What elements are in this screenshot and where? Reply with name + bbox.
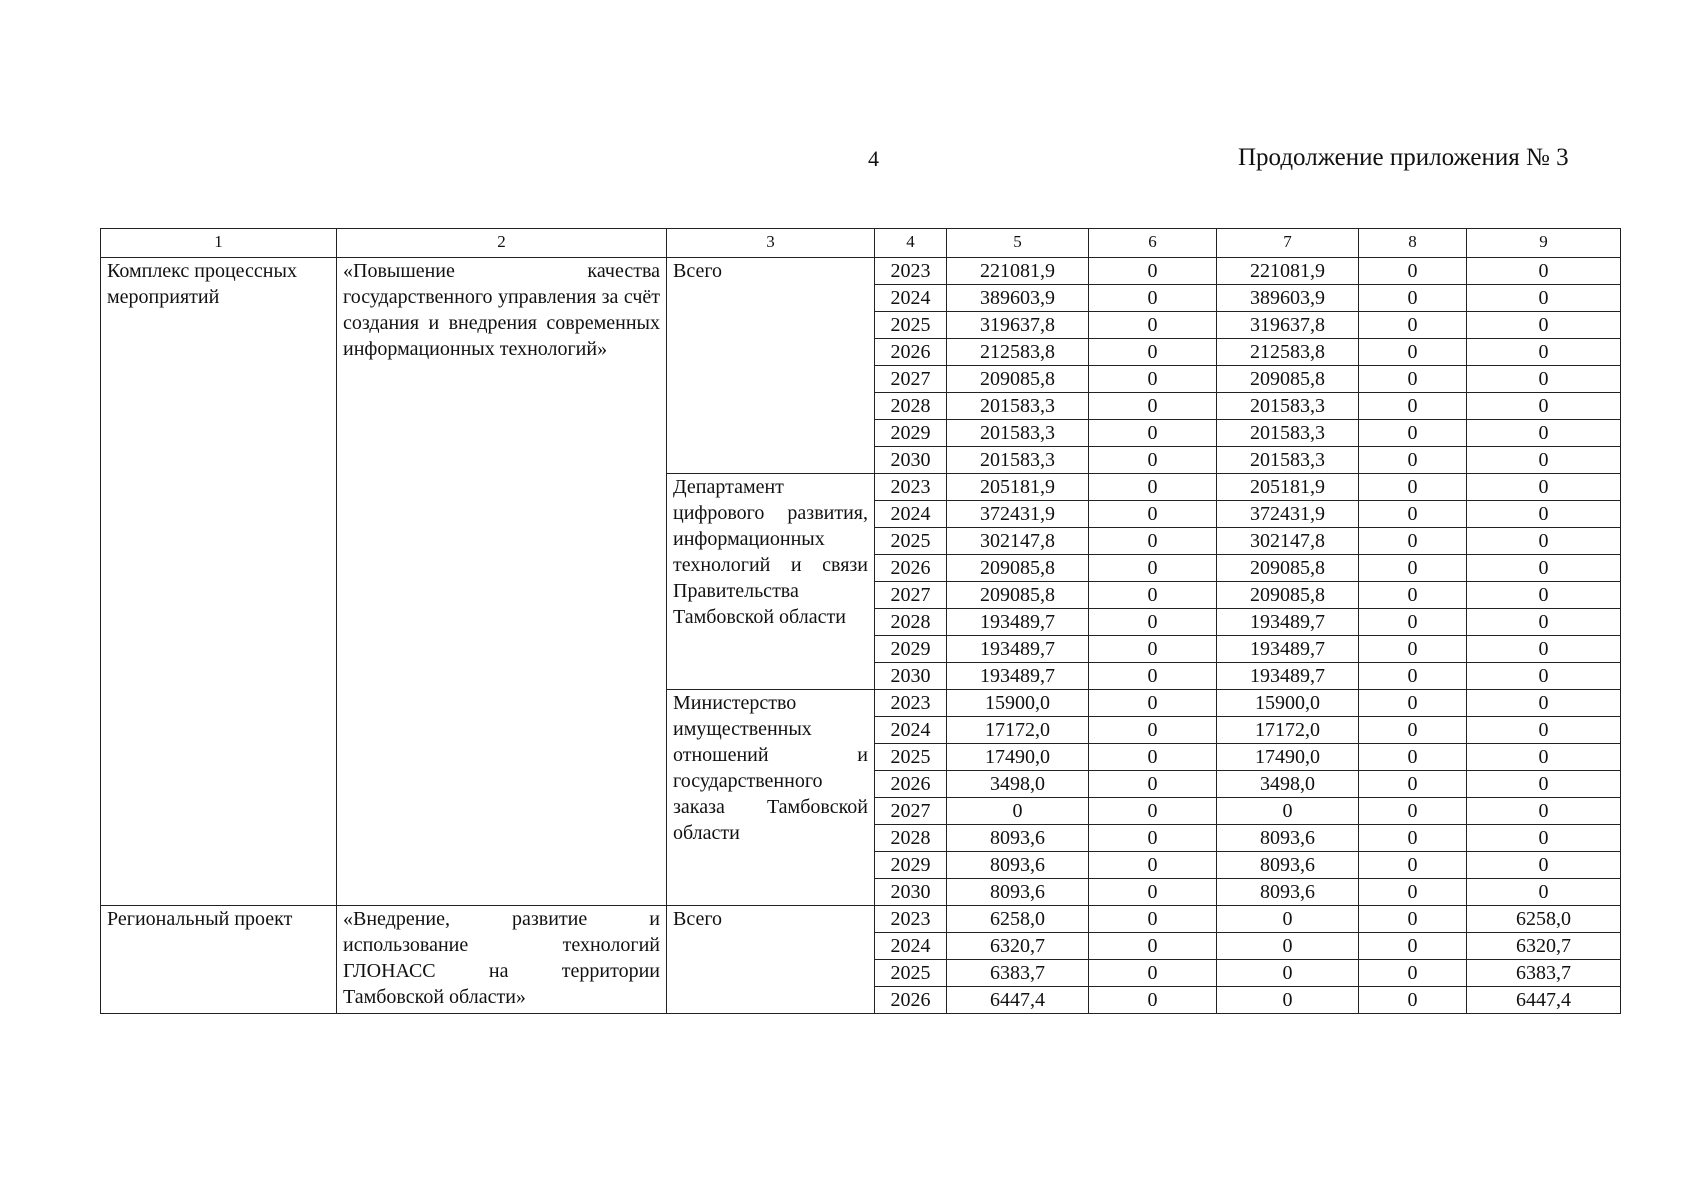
year-cell: 2023 xyxy=(875,690,947,717)
column-header: 4 xyxy=(875,229,947,258)
amount-cell: 0 xyxy=(1089,636,1217,663)
amount-cell: 201583,3 xyxy=(1217,447,1359,474)
year-cell: 2029 xyxy=(875,420,947,447)
amount-cell: 0 xyxy=(1089,771,1217,798)
amount-cell: 0 xyxy=(1359,717,1467,744)
amount-cell: 0 xyxy=(1089,825,1217,852)
year-cell: 2024 xyxy=(875,717,947,744)
activity-type-cell: Региональный проект xyxy=(101,906,337,1014)
amount-cell: 6383,7 xyxy=(1467,960,1621,987)
year-cell: 2023 xyxy=(875,474,947,501)
amount-cell: 0 xyxy=(1089,312,1217,339)
executor-cell: Всего xyxy=(667,906,875,1014)
amount-cell: 0 xyxy=(1359,771,1467,798)
amount-cell: 0 xyxy=(1089,744,1217,771)
amount-cell: 0 xyxy=(1089,987,1217,1014)
amount-cell: 0 xyxy=(1089,960,1217,987)
amount-cell: 0 xyxy=(1089,717,1217,744)
amount-cell: 0 xyxy=(1467,312,1621,339)
amount-cell: 0 xyxy=(1359,312,1467,339)
amount-cell: 0 xyxy=(1467,609,1621,636)
amount-cell: 0 xyxy=(1359,663,1467,690)
amount-cell: 0 xyxy=(1359,285,1467,312)
appendix-title: Продолжение приложения № 3 xyxy=(1238,144,1569,171)
amount-cell: 0 xyxy=(1089,906,1217,933)
amount-cell: 8093,6 xyxy=(1217,879,1359,906)
amount-cell: 0 xyxy=(1359,987,1467,1014)
amount-cell: 0 xyxy=(1467,258,1621,285)
amount-cell: 201583,3 xyxy=(1217,393,1359,420)
year-cell: 2029 xyxy=(875,636,947,663)
amount-cell: 0 xyxy=(1467,663,1621,690)
amount-cell: 193489,7 xyxy=(1217,663,1359,690)
amount-cell: 0 xyxy=(1089,663,1217,690)
amount-cell: 209085,8 xyxy=(1217,555,1359,582)
amount-cell: 6258,0 xyxy=(1467,906,1621,933)
amount-cell: 6383,7 xyxy=(947,960,1089,987)
amount-cell: 0 xyxy=(1467,582,1621,609)
amount-cell: 6320,7 xyxy=(1467,933,1621,960)
amount-cell: 0 xyxy=(1359,582,1467,609)
amount-cell: 0 xyxy=(1359,690,1467,717)
amount-cell: 0 xyxy=(1467,474,1621,501)
year-cell: 2026 xyxy=(875,555,947,582)
table-row xyxy=(101,906,1621,933)
amount-cell: 0 xyxy=(1359,933,1467,960)
year-cell: 2023 xyxy=(875,258,947,285)
amount-cell: 319637,8 xyxy=(947,312,1089,339)
amount-cell: 0 xyxy=(1359,744,1467,771)
amount-cell: 0 xyxy=(1359,528,1467,555)
amount-cell: 0 xyxy=(1089,420,1217,447)
amount-cell: 0 xyxy=(1467,852,1621,879)
amount-cell: 17172,0 xyxy=(1217,717,1359,744)
amount-cell: 0 xyxy=(1089,474,1217,501)
amount-cell: 6447,4 xyxy=(1467,987,1621,1014)
amount-cell: 372431,9 xyxy=(947,501,1089,528)
amount-cell: 201583,3 xyxy=(947,393,1089,420)
year-cell: 2025 xyxy=(875,312,947,339)
amount-cell: 209085,8 xyxy=(947,555,1089,582)
amount-cell: 0 xyxy=(1359,393,1467,420)
amount-cell: 0 xyxy=(1467,339,1621,366)
year-cell: 2027 xyxy=(875,798,947,825)
page-number: 4 xyxy=(868,146,879,171)
year-cell: 2026 xyxy=(875,987,947,1014)
amount-cell: 0 xyxy=(1359,906,1467,933)
amount-cell: 0 xyxy=(1089,528,1217,555)
table-header-row xyxy=(101,229,1621,258)
amount-cell: 0 xyxy=(1359,879,1467,906)
amount-cell: 0 xyxy=(1217,933,1359,960)
amount-cell: 0 xyxy=(1359,501,1467,528)
amount-cell: 0 xyxy=(1089,366,1217,393)
funding-table xyxy=(100,228,1621,1014)
year-cell: 2026 xyxy=(875,339,947,366)
amount-cell: 201583,3 xyxy=(947,420,1089,447)
year-cell: 2025 xyxy=(875,960,947,987)
amount-cell: 0 xyxy=(1467,798,1621,825)
amount-cell: 0 xyxy=(1467,771,1621,798)
amount-cell: 17490,0 xyxy=(947,744,1089,771)
amount-cell: 0 xyxy=(1359,609,1467,636)
amount-cell: 0 xyxy=(1467,447,1621,474)
amount-cell: 193489,7 xyxy=(947,609,1089,636)
amount-cell: 302147,8 xyxy=(947,528,1089,555)
amount-cell: 17172,0 xyxy=(947,717,1089,744)
column-header: 2 xyxy=(337,229,667,258)
amount-cell: 389603,9 xyxy=(1217,285,1359,312)
amount-cell: 0 xyxy=(1359,366,1467,393)
year-cell: 2027 xyxy=(875,582,947,609)
activity-name-cell: «Внедрение, развитие и использование технологий ГЛОНАСС на территории Тамбовской области» xyxy=(337,906,667,1014)
year-cell: 2026 xyxy=(875,771,947,798)
activity-type-cell: Комплекс процессных мероприятий xyxy=(101,258,337,906)
amount-cell: 0 xyxy=(1217,960,1359,987)
table-row xyxy=(101,258,1621,285)
amount-cell: 0 xyxy=(1467,393,1621,420)
executor-cell: Всего xyxy=(667,258,875,474)
amount-cell: 0 xyxy=(1359,258,1467,285)
amount-cell: 193489,7 xyxy=(1217,609,1359,636)
amount-cell: 6320,7 xyxy=(947,933,1089,960)
amount-cell: 209085,8 xyxy=(947,582,1089,609)
amount-cell: 209085,8 xyxy=(1217,582,1359,609)
amount-cell: 0 xyxy=(1089,258,1217,285)
amount-cell: 0 xyxy=(1089,798,1217,825)
amount-cell: 0 xyxy=(1359,852,1467,879)
amount-cell: 0 xyxy=(1089,879,1217,906)
year-cell: 2028 xyxy=(875,825,947,852)
amount-cell: 0 xyxy=(1467,744,1621,771)
amount-cell: 0 xyxy=(947,798,1089,825)
amount-cell: 8093,6 xyxy=(947,852,1089,879)
year-cell: 2025 xyxy=(875,528,947,555)
column-header: 8 xyxy=(1359,229,1467,258)
amount-cell: 0 xyxy=(1089,690,1217,717)
amount-cell: 0 xyxy=(1217,906,1359,933)
amount-cell: 302147,8 xyxy=(1217,528,1359,555)
amount-cell: 8093,6 xyxy=(947,879,1089,906)
activity-name-cell: «Повышение качества государственного управления за счёт создания и внедрения современных информационных технологий» xyxy=(337,258,667,906)
executor-cell: Министерство имущественных отношений и государственного заказа Тамбовской области xyxy=(667,690,875,906)
amount-cell: 205181,9 xyxy=(947,474,1089,501)
amount-cell: 0 xyxy=(1467,285,1621,312)
amount-cell: 0 xyxy=(1467,420,1621,447)
amount-cell: 6447,4 xyxy=(947,987,1089,1014)
amount-cell: 0 xyxy=(1089,555,1217,582)
year-cell: 2024 xyxy=(875,933,947,960)
amount-cell: 221081,9 xyxy=(1217,258,1359,285)
amount-cell: 0 xyxy=(1089,501,1217,528)
year-cell: 2028 xyxy=(875,609,947,636)
amount-cell: 0 xyxy=(1359,798,1467,825)
amount-cell: 0 xyxy=(1467,825,1621,852)
amount-cell: 372431,9 xyxy=(1217,501,1359,528)
amount-cell: 8093,6 xyxy=(1217,852,1359,879)
amount-cell: 389603,9 xyxy=(947,285,1089,312)
amount-cell: 212583,8 xyxy=(1217,339,1359,366)
amount-cell: 0 xyxy=(1359,636,1467,663)
amount-cell: 201583,3 xyxy=(1217,420,1359,447)
amount-cell: 0 xyxy=(1089,933,1217,960)
amount-cell: 0 xyxy=(1089,339,1217,366)
column-header: 7 xyxy=(1217,229,1359,258)
amount-cell: 3498,0 xyxy=(947,771,1089,798)
executor-cell: Департамент цифрового развития, информационных технологий и связи Правительства Тамбовской области xyxy=(667,474,875,690)
amount-cell: 0 xyxy=(1359,825,1467,852)
amount-cell: 221081,9 xyxy=(947,258,1089,285)
amount-cell: 17490,0 xyxy=(1217,744,1359,771)
amount-cell: 3498,0 xyxy=(1217,771,1359,798)
amount-cell: 15900,0 xyxy=(947,690,1089,717)
amount-cell: 209085,8 xyxy=(947,366,1089,393)
amount-cell: 209085,8 xyxy=(1217,366,1359,393)
amount-cell: 193489,7 xyxy=(947,636,1089,663)
table-body xyxy=(101,229,1621,1014)
amount-cell: 0 xyxy=(1089,285,1217,312)
amount-cell: 0 xyxy=(1089,393,1217,420)
amount-cell: 0 xyxy=(1359,960,1467,987)
year-cell: 2030 xyxy=(875,663,947,690)
column-header: 1 xyxy=(101,229,337,258)
amount-cell: 0 xyxy=(1359,339,1467,366)
amount-cell: 6258,0 xyxy=(947,906,1089,933)
amount-cell: 0 xyxy=(1089,852,1217,879)
column-header: 5 xyxy=(947,229,1089,258)
amount-cell: 0 xyxy=(1359,555,1467,582)
amount-cell: 0 xyxy=(1467,501,1621,528)
amount-cell: 0 xyxy=(1089,447,1217,474)
amount-cell: 193489,7 xyxy=(1217,636,1359,663)
year-cell: 2025 xyxy=(875,744,947,771)
amount-cell: 8093,6 xyxy=(947,825,1089,852)
column-header: 9 xyxy=(1467,229,1621,258)
amount-cell: 212583,8 xyxy=(947,339,1089,366)
year-cell: 2030 xyxy=(875,447,947,474)
amount-cell: 0 xyxy=(1467,690,1621,717)
column-header: 6 xyxy=(1089,229,1217,258)
amount-cell: 201583,3 xyxy=(947,447,1089,474)
amount-cell: 0 xyxy=(1467,528,1621,555)
year-cell: 2030 xyxy=(875,879,947,906)
amount-cell: 0 xyxy=(1217,987,1359,1014)
amount-cell: 0 xyxy=(1089,609,1217,636)
amount-cell: 0 xyxy=(1089,582,1217,609)
amount-cell: 0 xyxy=(1359,474,1467,501)
amount-cell: 0 xyxy=(1217,798,1359,825)
amount-cell: 0 xyxy=(1467,555,1621,582)
amount-cell: 15900,0 xyxy=(1217,690,1359,717)
year-cell: 2024 xyxy=(875,501,947,528)
amount-cell: 0 xyxy=(1467,717,1621,744)
year-cell: 2024 xyxy=(875,285,947,312)
amount-cell: 0 xyxy=(1359,420,1467,447)
column-header: 3 xyxy=(667,229,875,258)
amount-cell: 8093,6 xyxy=(1217,825,1359,852)
year-cell: 2023 xyxy=(875,906,947,933)
year-cell: 2028 xyxy=(875,393,947,420)
amount-cell: 0 xyxy=(1467,636,1621,663)
amount-cell: 0 xyxy=(1467,879,1621,906)
amount-cell: 0 xyxy=(1467,366,1621,393)
amount-cell: 193489,7 xyxy=(947,663,1089,690)
year-cell: 2029 xyxy=(875,852,947,879)
year-cell: 2027 xyxy=(875,366,947,393)
amount-cell: 319637,8 xyxy=(1217,312,1359,339)
amount-cell: 205181,9 xyxy=(1217,474,1359,501)
amount-cell: 0 xyxy=(1359,447,1467,474)
